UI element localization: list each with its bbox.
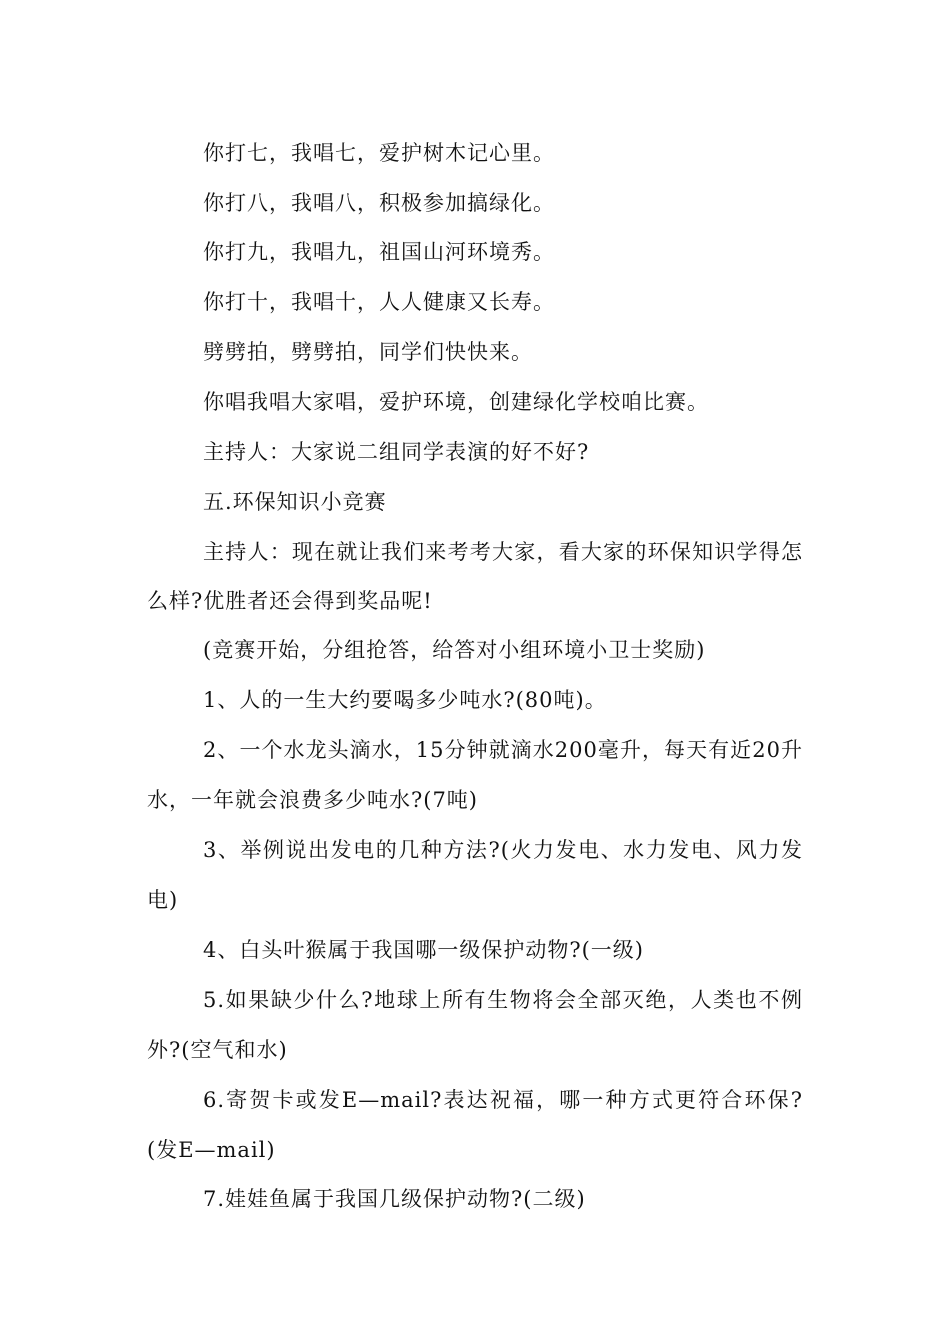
paragraph-line: 主持人：大家说二组同学表演的好不好? (203, 440, 590, 464)
paragraph-line: 你打七，我唱七，爱护树木记心里。 (203, 141, 555, 165)
paragraph-line: 你打九，我唱九，祖国山河环境秀。 (203, 240, 555, 264)
quiz-question: 5.如果缺少什么?地球上所有生物将会全部灭绝，人类也不例 (203, 988, 803, 1012)
paragraph-line: 劈劈拍，劈劈拍，同学们快快来。 (203, 340, 533, 364)
quiz-question-continued: 外?(空气和水) (147, 1038, 288, 1062)
paragraph-line: 你唱我唱大家唱，爱护环境，创建绿化学校咱比赛。 (203, 390, 709, 414)
quiz-question: 7.娃娃鱼属于我国几级保护动物?(二级) (203, 1187, 586, 1211)
quiz-question: 6.寄贺卡或发E—mail?表达祝福，哪一种方式更符合环保? (203, 1088, 803, 1112)
quiz-question-continued: 水，一年就会浪费多少吨水?(7吨) (147, 788, 479, 812)
paragraph-line: (竞赛开始，分组抢答，给答对小组环境小卫士奖励) (203, 638, 706, 662)
paragraph-line: 么样?优胜者还会得到奖品呢! (147, 589, 433, 613)
section-heading: 五.环保知识小竞赛 (203, 490, 387, 514)
quiz-question: 3、举例说出发电的几种方法?(火力发电、水力发电、风力发 (203, 838, 803, 862)
quiz-question: 4、白头叶猴属于我国哪一级保护动物?(一级) (203, 938, 645, 962)
quiz-question: 1、人的一生大约要喝多少吨水?(80吨)。 (203, 688, 607, 712)
quiz-question: 2、一个水龙头滴水，15分钟就滴水200毫升，每天有近20升 (203, 738, 803, 762)
paragraph-line: 你打八，我唱八，积极参加搞绿化。 (203, 191, 555, 215)
quiz-question-continued: (发E—mail) (147, 1138, 276, 1162)
paragraph-line: 你打十，我唱十，人人健康又长寿。 (203, 290, 555, 314)
quiz-question-continued: 电) (147, 888, 179, 912)
paragraph-line: 主持人：现在就让我们来考考大家，看大家的环保知识学得怎 (203, 540, 803, 564)
